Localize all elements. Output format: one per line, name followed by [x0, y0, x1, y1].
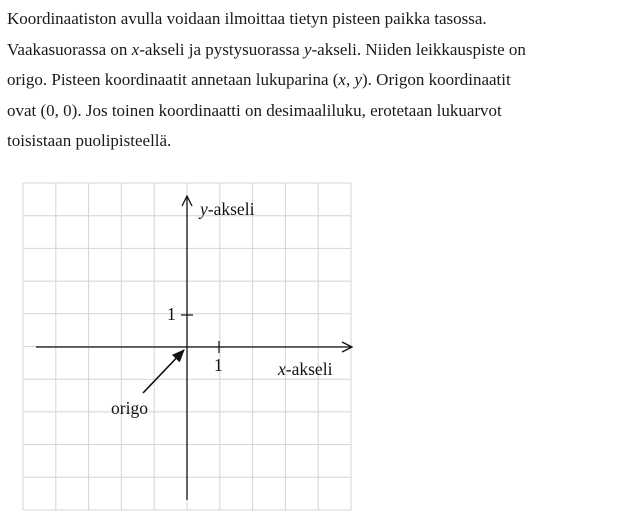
- intro-paragraph: [7, 4, 619, 157]
- intro-text-segment: x: [131, 39, 140, 59]
- intro-text-segment: origo. Pisteen koordinaatit annetaan lukuparina (: [7, 70, 339, 89]
- intro-text-segment: ,: [345, 70, 355, 89]
- intro-text-segment: ). Origon koordinaatit: [362, 70, 511, 89]
- intro-line-1: [7, 4, 619, 35]
- intro-text-segment: y: [354, 70, 362, 89]
- origin-label: origo: [111, 398, 148, 418]
- intro-text-segment: Vaakasuorassa on: [7, 39, 132, 59]
- intro-text-segment: y: [303, 39, 312, 59]
- intro-line-3: [7, 65, 619, 96]
- x-axis-label: x-akseli: [278, 359, 333, 379]
- intro-line-5: [7, 126, 619, 157]
- intro-text-segment: Koordinaatiston avulla voidaan ilmoittaa tietyn pisteen paikka tasossa.: [7, 9, 487, 28]
- origin-arrow: [143, 350, 184, 393]
- y-tick-label: 1: [167, 304, 176, 324]
- y-axis-label: y-akseli: [200, 199, 255, 219]
- intro-text-segment: -akseli. Niiden leikkauspiste on: [311, 39, 526, 59]
- intro-line-4: [7, 96, 619, 127]
- intro-line-2: [7, 35, 619, 66]
- intro-text-segment: toisistaan puolipisteellä.: [7, 131, 172, 150]
- grid: [23, 183, 351, 510]
- intro-text-segment: ovat (0, 0). Jos toinen koordinaatti on desimaaliluku, erotetaan lukuarvot: [7, 100, 502, 120]
- intro-text-segment: -akseli ja pystysuorassa: [139, 39, 304, 59]
- intro-text-segment: x: [338, 70, 346, 89]
- x-tick-label: 1: [214, 355, 223, 375]
